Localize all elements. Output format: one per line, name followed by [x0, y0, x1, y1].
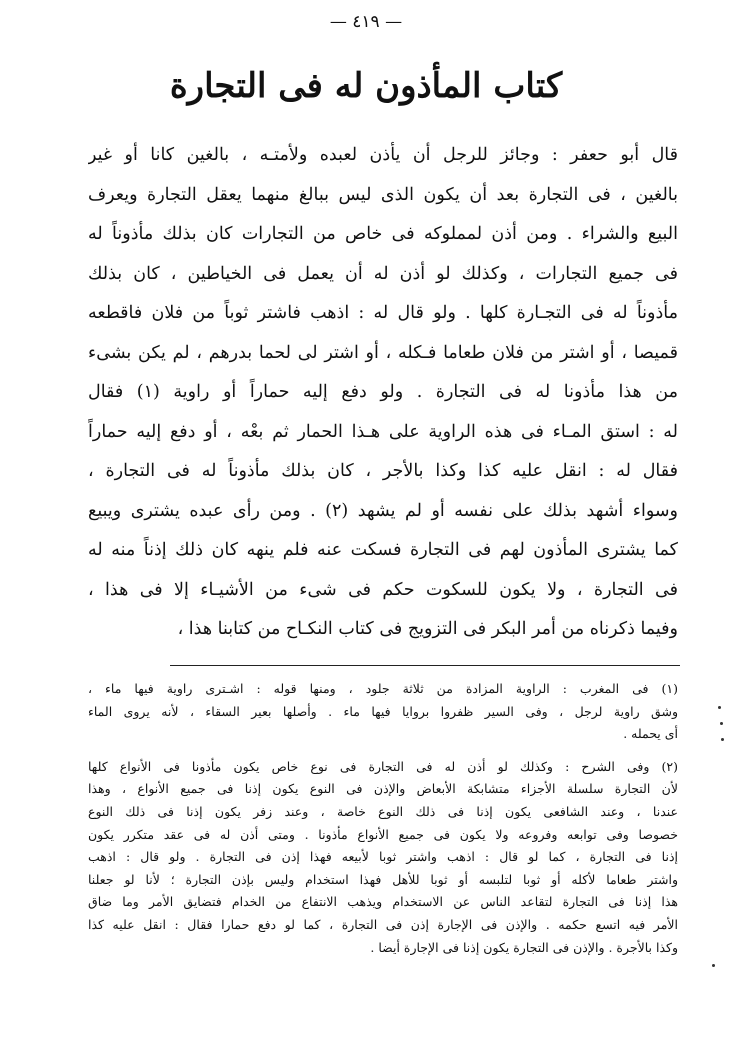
footnote-line: (١) فى المغرب : الراوية المزادة من ثلاثة جلود ، ومنها قوله : اشـترى راوية فيها ماء ،	[88, 681, 678, 696]
footnote-divider	[170, 665, 680, 666]
body-line: قال أبو حعفر : وجائز للرجل أن يأذن لعبده ولأمتـه ، بالغين كانا أو غير	[88, 145, 678, 165]
body-line: له : استق المـاء فى هذه الراوية على هـذا الحمار ثم بعْه ، أو دفع إليه حماراً	[88, 421, 678, 442]
body-line: فى جميع التجارات ، وكذلك لو أذن له أن يعمل فى الخياطين ، كان بذلك	[88, 263, 678, 284]
page-number: — ٤١٩ —	[329, 12, 403, 32]
body-line: مأذوناً له فى التجـارة كلها . ولو قال له : اذهب فاشتر ثوباً من فلان فاقطعه	[88, 303, 678, 323]
main-text	[88, 136, 678, 650]
body-line: وفيما ذكرناه من أمر البكر فى التزويج فى كتاب النكـاح من كتابنا هذا ،	[177, 619, 678, 639]
footnote-line: خصوصا وفى توابعه وفروعه ولا يكون فى جميع الأنواع مأذونا . ومتى أذن له فى عقد متكرر يكون	[88, 826, 678, 842]
footnote-line: (٢) وفى الشرح : وكذلك لو أذن له فى التجارة فى نوع خاص يكون مأذونا فى الأنواع كلها	[88, 758, 678, 774]
scan-speck	[720, 722, 723, 725]
chapter-title: كتاب المأذون له فى التجارة	[169, 66, 563, 106]
scan-speck	[721, 738, 724, 741]
body-line: البيع والشراء . ومن أذن لمملوكه فى خاص من التجارات كان بذلك مأذوناً له	[88, 224, 678, 244]
footnote-line: عندنا ، وعند الشافعى يكون إذنا فى ذلك النوع خاصة ، وعند زفر يكون إذنا فى ذلك النوع	[88, 803, 678, 819]
footnotes	[88, 678, 678, 959]
footnote-line: واشتر طعاما لأكله أو ثوبا لتلبسه أو ثوبا للأهل فهذا استخدام وليس بإذن التجارة ؛ لأنا لو جعلنا	[88, 871, 678, 887]
body-line: فى التجارة ، ولا يكون للسكوت حكم فى شىء من الأشيـاء إلا فى هذا ،	[88, 579, 678, 600]
body-line: من هذا مأذونا له فى التجارة . ولو دفع إليه حماراً أو راوية (١) فقال	[88, 382, 678, 402]
footnote-line: إذنا فى التجارة ، كما لو قال : اذهب واشتر ثوبا لأبيعه فهذا إذن فى التجارة . ولو قال : اذهب	[88, 849, 678, 865]
scan-speck	[718, 706, 721, 709]
footnote-line: وشق راوية لرجل ، وفى السير ظفروا بروايا فيها ماء . وأصلها بعير السقاء ، لأنه يروى الماء	[88, 703, 678, 719]
footnote-line: لأن التجارة سلسلة الأجزاء متشابكة الأبعاض والإذن فى النوع يكون إذنا فى جميع الأنواع ، وهذا	[88, 781, 678, 797]
footnote-line: هذا إذنا فى التجارة لتقاعد الناس عن الاستخدام ويذهب الانتفاع من الخدام فتضايق الأمر وما ضاق	[88, 894, 678, 910]
body-line: كما يشترى المأذون لهم فى التجارة فسكت عنه فلم ينهه كان ذلك إذناً منه له	[88, 540, 678, 560]
footnote-line: وكذا بالأجرة . والإذن فى التجارة يكون إذنا فى الإجارة أيضا .	[370, 939, 678, 955]
footnote-line: أى يحمله .	[623, 726, 678, 742]
body-line: فقال له : انقل عليه كذا وكذا بالأجر ، كان بذلك مأذوناً له فى التجارة ،	[88, 461, 678, 481]
body-line: قميصا ، أو اشتر من فلان طعاما فـكله ، أو اشتر لى لحما بدرهم ، لم يكن بشىء	[88, 342, 678, 363]
body-line: بالغين ، فى التجارة بعد أن يكون الذى ليس ببالغ منهما يعقل التجارة ويعرف	[88, 184, 678, 205]
footnote-gap	[88, 746, 678, 756]
body-line: وسواء أشهد بذلك على نفسه أو لم يشهد (٢) . ومن رأى عبده يشترى ويبيع	[88, 500, 678, 521]
scan-speck	[712, 964, 715, 967]
footnote-line: الأمر فيه اتسع حكمه . والإذن فى الإجارة إذن فى التجارة ، كما لو دفع حمارا فقال : انقل عليه كذا	[88, 916, 678, 932]
